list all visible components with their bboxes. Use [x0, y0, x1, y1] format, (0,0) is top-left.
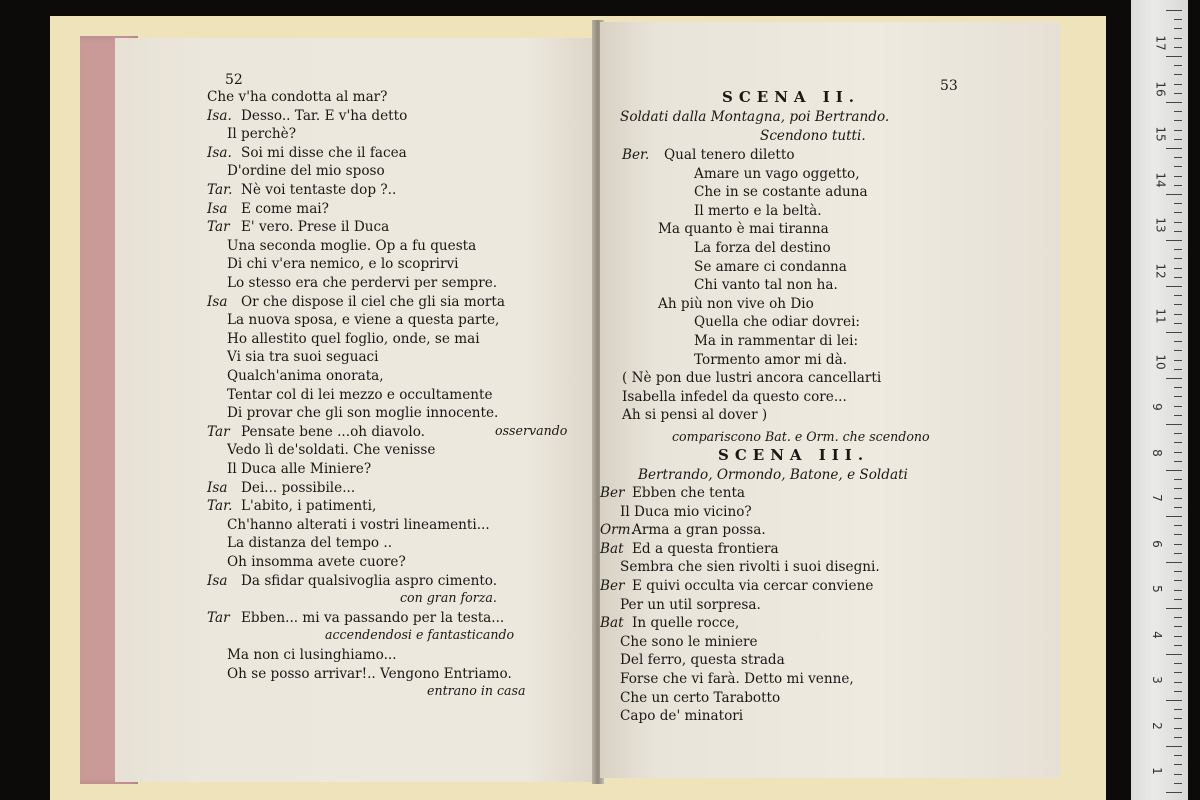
ruler-tick — [1166, 654, 1182, 655]
ruler-tick — [1174, 249, 1182, 250]
ruler-tick — [1174, 672, 1182, 673]
text-line — [622, 406, 767, 424]
ruler-tick — [1174, 755, 1182, 756]
speaker-label: Isa. — [207, 144, 232, 161]
line-text: Ed a questa frontiera — [632, 540, 779, 557]
ruler-tick — [1174, 130, 1182, 131]
line-text: Ebben che tenta — [632, 485, 746, 501]
page-number-right: 53 — [940, 78, 958, 94]
speaker-label: Tar — [207, 423, 230, 440]
line-text: Di provar che gli son moglie innocente. — [227, 405, 499, 422]
ruler-tick — [1174, 369, 1182, 370]
line-text: Tentar col di lei mezzo e occultamente — [227, 386, 493, 403]
ruler-tick — [1174, 111, 1182, 112]
ruler-tick — [1174, 544, 1182, 545]
text-line — [622, 369, 881, 387]
ruler-tick — [1174, 38, 1182, 39]
scene-3-heading: SCENA III. — [718, 446, 870, 464]
text-line — [207, 423, 425, 441]
speaker-label: Isa — [207, 479, 228, 496]
ruler-tick — [1174, 268, 1182, 269]
ruler-tick — [1174, 277, 1182, 278]
line-text: D'ordine del mio sposo — [227, 163, 385, 180]
ruler-tick — [1174, 314, 1182, 315]
ruler-tick — [1174, 682, 1182, 683]
ruler-tick — [1174, 120, 1182, 121]
ruler-tick — [1166, 148, 1182, 149]
ruler-tick — [1174, 479, 1182, 480]
speaker-label: Tar — [207, 609, 230, 626]
text-line — [622, 183, 868, 201]
ruler-number: 3 — [1149, 676, 1164, 684]
ruler-tick — [1174, 139, 1182, 140]
text-line — [622, 313, 860, 331]
right-page — [600, 22, 1060, 778]
speaker-label: Isa — [207, 572, 228, 589]
text-line — [622, 332, 858, 350]
line-text: Quella che odiar dovrei: — [694, 314, 860, 331]
line-text: Forse che vi farà. Detto mi venne, — [620, 671, 854, 687]
line-text: Soi mi disse che il facea — [241, 144, 407, 161]
text-line — [600, 670, 854, 688]
ruler-tick — [1174, 553, 1182, 554]
text-line — [207, 274, 497, 292]
ruler-tick — [1174, 488, 1182, 489]
ruler-tick — [1174, 590, 1182, 591]
text-line — [600, 558, 880, 576]
stage-direction: con gran forza. — [400, 590, 497, 606]
speaker-label: Tar. — [207, 182, 233, 198]
ruler-tick — [1174, 691, 1182, 692]
text-line — [207, 497, 376, 515]
line-text: Oh se posso arrivar!.. Vengono Entriamo. — [227, 665, 512, 682]
ruler-tick — [1174, 65, 1182, 66]
text-line — [207, 162, 385, 180]
text-line — [207, 460, 371, 478]
text-line — [622, 165, 860, 183]
ruler-number: 5 — [1149, 585, 1164, 593]
line-text: Desso.. Tar. E v'ha detto — [241, 107, 408, 124]
ruler-number: 15 — [1153, 126, 1168, 142]
text-line — [600, 577, 873, 595]
line-text: Vi sia tra suoi seguaci — [227, 349, 379, 366]
speaker-label: Isa. — [207, 107, 232, 124]
text-line — [622, 276, 838, 294]
ruler-tick — [1166, 792, 1182, 793]
ruler-tick — [1174, 185, 1182, 186]
speaker-label: Ber — [600, 485, 625, 501]
line-text: Ho allestito quel foglio, onde, se mai — [227, 330, 480, 347]
line-text: ( Nè pon due lustri ancora cancellarti — [622, 370, 882, 387]
stage-direction: accendendosi e fantasticando — [325, 627, 515, 643]
text-line — [207, 404, 498, 422]
speaker-label: Isa — [207, 200, 228, 217]
ruler-tick — [1174, 157, 1182, 158]
text-line — [207, 200, 329, 218]
ruler-tick — [1174, 737, 1182, 738]
measuring-ruler — [1131, 0, 1188, 800]
ruler-tick — [1174, 415, 1182, 416]
ruler-tick — [1166, 470, 1182, 471]
ruler-tick — [1174, 222, 1182, 223]
ruler-tick — [1174, 663, 1182, 664]
speaker-label: Orm. — [600, 522, 635, 539]
ruler-number: 4 — [1149, 630, 1164, 639]
ruler-tick — [1174, 396, 1182, 397]
ruler-tick — [1174, 323, 1182, 324]
line-text: Ebben... mi va passando per la testa... — [241, 609, 505, 626]
ruler-tick — [1166, 378, 1182, 379]
stage-direction: osservando — [495, 422, 568, 438]
text-line — [207, 553, 406, 571]
speaker-label: Ber. — [622, 147, 650, 163]
ruler-tick — [1174, 84, 1182, 85]
ruler-number: 9 — [1149, 403, 1164, 411]
ruler-tick — [1174, 636, 1182, 637]
ruler-tick — [1166, 424, 1182, 425]
ruler-tick — [1166, 332, 1182, 333]
ruler-tick — [1174, 534, 1182, 535]
speaker-label: Tar — [207, 219, 230, 236]
text-line — [207, 348, 379, 366]
ruler-tick — [1174, 203, 1182, 204]
ruler-tick — [1166, 56, 1182, 57]
speaker-label: Bat — [600, 540, 624, 557]
ruler-tick — [1174, 452, 1182, 453]
text-line — [622, 351, 847, 369]
ruler-tick — [1166, 286, 1182, 287]
text-line — [207, 441, 435, 459]
line-text: Dei... possibile... — [241, 479, 356, 496]
ruler-tick — [1174, 387, 1182, 388]
ruler-tick — [1174, 93, 1182, 94]
text-line — [207, 665, 512, 683]
ruler-tick — [1174, 231, 1182, 232]
ruler-tick — [1166, 10, 1182, 11]
text-line — [600, 633, 758, 651]
line-text: Lo stesso era che perdervi per sempre. — [227, 275, 498, 291]
speaker-label: Tar. — [207, 498, 233, 515]
stage-direction: entrano in casa — [427, 683, 526, 699]
ruler-tick — [1174, 580, 1182, 581]
text-line — [622, 295, 814, 313]
line-text: Ma quanto è mai tiranna — [658, 221, 829, 238]
ruler-tick — [1174, 461, 1182, 462]
ruler-tick — [1174, 360, 1182, 361]
ruler-number: 11 — [1153, 308, 1168, 324]
text-line — [207, 646, 397, 664]
ruler-tick — [1174, 47, 1182, 48]
ruler-number: 7 — [1149, 494, 1164, 502]
line-text: E quivi occulta via cercar conviene — [632, 578, 874, 594]
ruler-tick — [1166, 194, 1182, 195]
ruler-number: 14 — [1153, 171, 1168, 188]
text-line — [207, 330, 480, 348]
text-line — [600, 540, 779, 558]
line-text: Una seconda moglie. Op a fu questa — [227, 237, 477, 254]
line-text: Chi vanto tal non ha. — [694, 277, 838, 294]
text-line — [600, 651, 785, 669]
text-line — [207, 311, 499, 329]
text-line — [207, 534, 392, 552]
ruler-tick — [1174, 442, 1182, 443]
ruler-tick — [1174, 626, 1182, 627]
ruler-tick — [1174, 350, 1182, 351]
ruler-tick — [1174, 525, 1182, 526]
line-text: Ah si pensi al dover ) — [622, 407, 768, 424]
scene-2-heading: SCENA II. — [722, 88, 861, 106]
ruler-tick — [1166, 102, 1182, 103]
ruler-tick — [1166, 562, 1182, 563]
line-text: E come mai? — [241, 200, 329, 217]
line-text: Oh insomma avete cuore? — [227, 554, 406, 570]
ruler-number: 17 — [1153, 35, 1168, 51]
line-text: Tormento amor mi dà. — [694, 351, 848, 368]
ruler-tick — [1174, 571, 1182, 572]
text-line — [622, 220, 829, 238]
line-text: Amare un vago oggetto, — [694, 165, 860, 182]
text-line — [207, 572, 497, 590]
text-line — [207, 144, 407, 162]
text-line — [622, 388, 847, 406]
ruler-tick — [1166, 516, 1182, 517]
line-text: Ah più non vive oh Dio — [658, 295, 814, 312]
text-line — [622, 258, 847, 276]
line-text: Ma in rammentar di lei: — [694, 333, 859, 349]
line-text: Che un certo Tarabotto — [620, 689, 781, 706]
text-line — [207, 88, 387, 106]
text-line — [600, 707, 743, 725]
text-line — [207, 386, 493, 404]
speaker-label: Bat — [600, 615, 624, 632]
line-text: Ma non ci lusinghiamo... — [227, 647, 397, 663]
ruler-number: 12 — [1153, 262, 1168, 279]
ruler-tick — [1166, 746, 1182, 747]
line-text: L'abito, i patimenti, — [241, 498, 377, 515]
text-line — [600, 503, 752, 521]
ruler-tick — [1174, 176, 1182, 177]
ruler-number: 2 — [1149, 721, 1164, 730]
line-text: La nuova sposa, e viene a questa parte, — [227, 312, 500, 329]
line-text: Capo de' minatori — [620, 708, 744, 725]
line-text: Pensate bene ...oh diavolo. — [241, 423, 425, 440]
line-text: Per un util sorpresa. — [620, 596, 761, 613]
line-text: Il Duca mio vicino? — [620, 503, 752, 520]
ruler-tick — [1174, 28, 1182, 29]
ruler-tick — [1174, 304, 1182, 305]
scene-2-subtitle: Soldati dalla Montagna, poi Bertrando. — [620, 109, 890, 125]
line-text: Del ferro, questa strada — [620, 652, 785, 669]
ruler-tick — [1166, 608, 1182, 609]
line-text: Or che dispose il ciel che gli sia morta — [241, 293, 505, 310]
line-text: Ch'hanno alterati i vostri lineamenti... — [227, 516, 490, 533]
scene-3-subtitle: Bertrando, Ormondo, Batone, e Soldati — [638, 467, 908, 483]
ruler-tick — [1174, 728, 1182, 729]
text-line — [207, 367, 384, 385]
line-text: Isabella infedel da questo core... — [622, 388, 847, 405]
line-text: La forza del destino — [694, 240, 831, 256]
line-text: La distanza del tempo .. — [227, 535, 393, 552]
scene-transition-direction: compariscono Bat. e Orm. che scendono — [672, 429, 930, 444]
line-text: Qualch'anima onorata, — [227, 368, 384, 384]
line-text: E' vero. Prese il Duca — [241, 219, 390, 236]
ruler-number: 1 — [1149, 767, 1164, 775]
line-text: Che sono le miniere — [620, 633, 758, 650]
ruler-tick — [1174, 599, 1182, 600]
text-line — [622, 146, 795, 164]
ruler-number: 13 — [1153, 217, 1168, 233]
ruler-tick — [1174, 764, 1182, 765]
ruler-number: 8 — [1149, 448, 1164, 457]
ruler-number: 10 — [1153, 353, 1168, 370]
ruler-number: 16 — [1153, 80, 1168, 97]
ruler-tick — [1174, 433, 1182, 434]
page-number-left: 52 — [225, 72, 243, 88]
text-line — [207, 181, 396, 199]
ruler-tick — [1174, 212, 1182, 213]
line-text: Di chi v'era nemico, e lo scoprirvi — [227, 256, 459, 273]
text-line — [207, 609, 504, 627]
line-text: Da sfidar qualsivoglia aspro cimento. — [241, 572, 498, 589]
ruler-tick — [1174, 617, 1182, 618]
text-line — [600, 484, 745, 502]
text-line — [207, 255, 459, 273]
speaker-label: Isa — [207, 293, 228, 310]
line-text: In quelle rocce, — [632, 615, 740, 632]
line-text: Nè voi tentaste dop ?.. — [241, 182, 397, 198]
line-text: Qual tenero diletto — [664, 147, 795, 163]
ruler-tick — [1174, 645, 1182, 646]
text-line — [622, 202, 822, 220]
ruler-tick — [1174, 774, 1182, 775]
line-text: Vedo lì de'soldati. Che venisse — [227, 442, 436, 459]
ruler-tick — [1166, 700, 1182, 701]
text-line — [600, 596, 761, 614]
text-line — [600, 614, 739, 632]
ruler-tick — [1174, 507, 1182, 508]
scene-2-stage-direction: Scendono tutti. — [760, 128, 866, 144]
text-line — [207, 293, 505, 311]
text-line — [207, 107, 407, 125]
text-line — [600, 521, 766, 539]
ruler-tick — [1174, 19, 1182, 20]
ruler-tick — [1174, 166, 1182, 167]
line-text: Il perchè? — [227, 126, 296, 143]
line-text: Se amare ci condanna — [694, 258, 847, 275]
text-line — [622, 239, 831, 257]
left-page — [115, 38, 597, 782]
text-line — [207, 237, 476, 255]
line-text: Sembra che sien rivolti i suoi disegni. — [620, 559, 880, 576]
ruler-number: 6 — [1149, 539, 1164, 548]
line-text: Arma a gran possa. — [632, 522, 766, 539]
text-line — [207, 218, 389, 236]
speaker-label: Ber — [600, 578, 625, 594]
text-line — [207, 479, 355, 497]
ruler-tick — [1174, 718, 1182, 719]
line-text: Il merto e la beltà. — [694, 202, 822, 219]
text-line — [207, 125, 296, 143]
ruler-tick — [1174, 498, 1182, 499]
ruler-tick — [1174, 341, 1182, 342]
ruler-tick — [1166, 240, 1182, 241]
ruler-tick — [1174, 709, 1182, 710]
line-text: Il Duca alle Miniere? — [227, 461, 372, 477]
line-text: Che in se costante aduna — [694, 184, 868, 201]
line-text: Che v'ha condotta al mar? — [207, 89, 388, 105]
text-line — [207, 516, 490, 534]
ruler-tick — [1174, 406, 1182, 407]
ruler-tick — [1174, 295, 1182, 296]
ruler-tick — [1174, 74, 1182, 75]
ruler-tick — [1174, 783, 1182, 784]
text-line — [600, 689, 780, 707]
ruler-tick — [1174, 258, 1182, 259]
